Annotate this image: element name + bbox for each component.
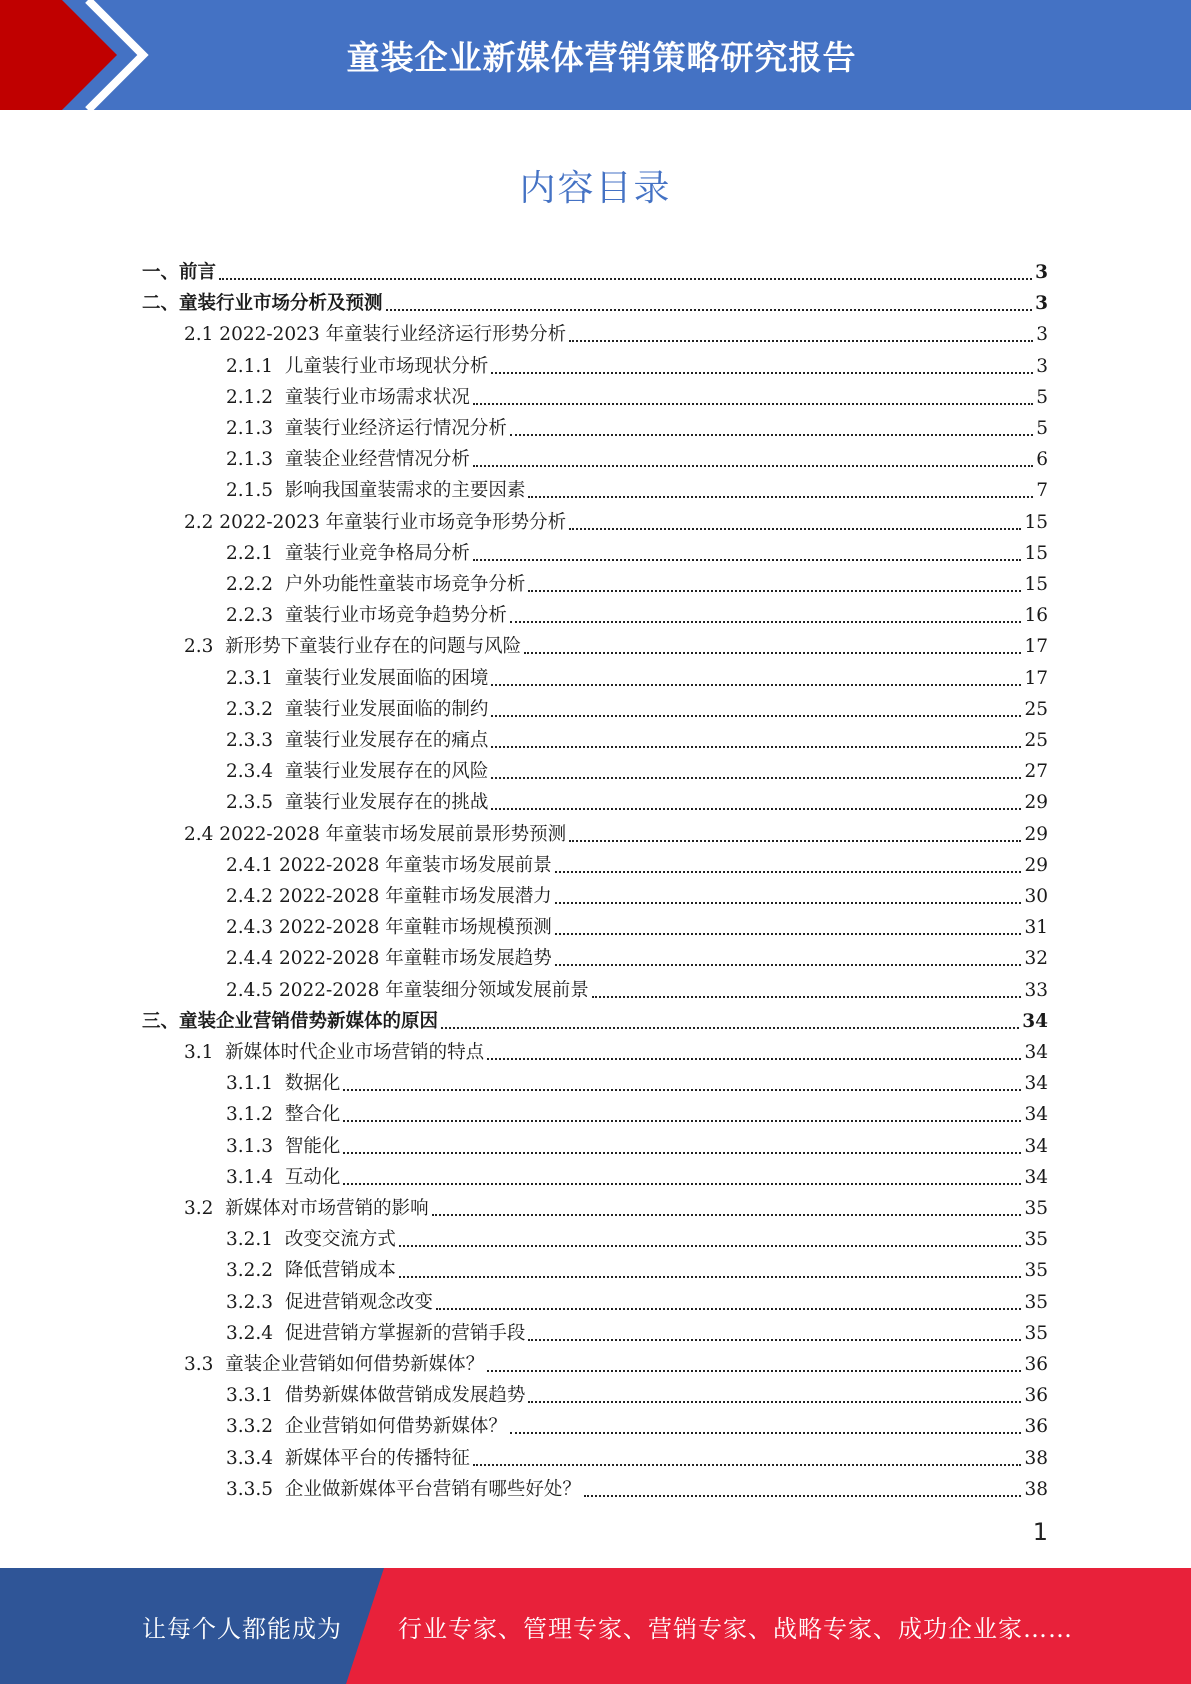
- toc-entry-level-3[interactable]: [226, 565, 1048, 596]
- toc-entry-page: 27: [1024, 761, 1048, 783]
- toc-leader-dots: [343, 1120, 1021, 1122]
- toc-leader-dots: [343, 1089, 1021, 1091]
- toc-entry-title: 2.1.2 童装行业市场需求状况: [226, 386, 470, 408]
- toc-entry-page: 5: [1036, 418, 1048, 439]
- toc-entry-title: 2.4.3 2022-2028 年童鞋市场规模预测: [226, 917, 552, 939]
- toc-leader-dots: [399, 1245, 1022, 1247]
- toc-entry-title: 2.3.5 童装行业发展存在的挑战: [226, 792, 489, 814]
- toc-leader-dots: [528, 1339, 1021, 1341]
- toc-leader-dots: [487, 1058, 1021, 1060]
- toc-leader-dots: [436, 1308, 1022, 1310]
- toc-entry-level-3[interactable]: [226, 409, 1048, 440]
- toc-entry-page: 36: [1024, 1354, 1048, 1375]
- toc-entry-level-3[interactable]: [226, 1314, 1048, 1345]
- toc-entry-page: 3: [1035, 293, 1048, 315]
- toc-entry-level-3[interactable]: [226, 347, 1048, 378]
- toc-entry-level-2[interactable]: [184, 1345, 1048, 1376]
- toc-entry-level-3[interactable]: [226, 939, 1048, 970]
- toc-entry-title: 3.2.2 降低营销成本: [226, 1260, 396, 1282]
- toc-leader-dots: [343, 1152, 1021, 1154]
- toc-leader-dots: [528, 1401, 1021, 1403]
- toc-entry-level-3[interactable]: [226, 971, 1048, 1002]
- toc-entry-page: 17: [1024, 667, 1048, 689]
- toc-entry-level-3[interactable]: [226, 1220, 1048, 1251]
- toc-entry-level-3[interactable]: [226, 534, 1048, 565]
- toc-leader-dots: [491, 777, 1021, 779]
- toc-entry-title: 3.2.3 促进营销观念改变: [226, 1291, 433, 1313]
- toc-leader-dots: [555, 902, 1022, 904]
- toc-entry-title: 3.2 新媒体对市场营销的影响: [184, 1198, 429, 1219]
- toc-entry-title: 2.3.4 童装行业发展存在的风险: [226, 761, 489, 783]
- toc-entry-page: 36: [1024, 1416, 1048, 1438]
- toc-leader-dots: [569, 528, 1021, 530]
- toc-leader-dots: [219, 278, 1032, 280]
- toc-entry-title: 2.3.2 童装行业发展面临的制约: [226, 698, 489, 720]
- toc-entry-page: 7: [1036, 480, 1048, 502]
- page-number: 1: [1032, 1518, 1048, 1546]
- toc-entry-level-3[interactable]: [226, 471, 1048, 502]
- toc-entry-title: 2.2.1 童装行业竞争格局分析: [226, 542, 470, 564]
- toc-entry-level-3[interactable]: [226, 659, 1048, 690]
- toc-entry-level-1[interactable]: [142, 253, 1048, 284]
- toc-entry-title: 2.3.1 童装行业发展面临的困境: [226, 667, 489, 689]
- toc-entry-title: 2.2.3 童装行业市场竞争趋势分析: [226, 605, 507, 627]
- toc-leader-dots: [491, 746, 1021, 748]
- toc-entry-page: 34: [1024, 1166, 1048, 1188]
- toc-leader-dots: [528, 590, 1021, 592]
- report-header-band: [0, 0, 1191, 110]
- toc-leader-dots: [528, 496, 1033, 498]
- toc-entry-level-3[interactable]: [226, 1283, 1048, 1314]
- toc-entry-title: 3.3.4 新媒体平台的传播特征: [226, 1447, 470, 1469]
- toc-entry-title: 3.3 童装企业营销如何借势新媒体？: [184, 1354, 485, 1375]
- toc-leader-dots: [491, 808, 1021, 810]
- toc-entry-title: 二、童装行业市场分析及预测: [142, 293, 383, 315]
- toc-leader-dots: [473, 465, 1033, 467]
- toc-entry-page: 35: [1024, 1322, 1048, 1344]
- toc-entry-title: 2.1 2022-2023 年童装行业经济运行形势分析: [184, 324, 567, 346]
- toc-leader-dots: [473, 559, 1022, 561]
- toc-entry-level-2[interactable]: [184, 1189, 1048, 1220]
- toc-leader-dots: [510, 434, 1033, 436]
- footer-slogan-right: 行业专家、管理专家、营销专家、战略专家、成功企业家……: [398, 1614, 1073, 1643]
- toc-entry-level-3[interactable]: [226, 752, 1048, 783]
- toc-entry-title: 2.4.1 2022-2028 年童装市场发展前景: [226, 854, 552, 876]
- toc-entry-page: 34: [1024, 1073, 1048, 1095]
- toc-entry-level-1[interactable]: [142, 1002, 1048, 1033]
- toc-entry-page: 15: [1024, 574, 1048, 595]
- toc-leader-dots: [473, 403, 1033, 405]
- toc-entry-title: 3.3.5 企业做新媒体平台营销有哪些好处？: [226, 1478, 581, 1500]
- toc-entry-page: 35: [1024, 1198, 1048, 1219]
- toc-entry-level-3[interactable]: [226, 1158, 1048, 1189]
- toc-entry-title: 一、前言: [142, 262, 217, 283]
- toc-entry-level-1[interactable]: [142, 284, 1048, 315]
- toc-entry-page: 6: [1036, 449, 1048, 471]
- report-title: 童装企业新媒体营销策略研究报告: [346, 37, 857, 77]
- toc-entry-level-3[interactable]: [226, 1064, 1048, 1095]
- toc-entry-page: 15: [1024, 542, 1048, 564]
- toc-entry-level-3[interactable]: [226, 1127, 1048, 1158]
- toc-entry-level-2[interactable]: [184, 1033, 1048, 1064]
- toc-leader-dots: [555, 871, 1022, 873]
- toc-entry-title: 2.4.4 2022-2028 年童鞋市场发展趋势: [226, 948, 552, 970]
- toc-entry-level-3[interactable]: [226, 1251, 1048, 1282]
- toc-entry-level-2[interactable]: [184, 503, 1048, 534]
- toc-entry-title: 3.2.1 改变交流方式: [226, 1229, 396, 1251]
- toc-entry-level-3[interactable]: [226, 1095, 1048, 1126]
- toc-leader-dots: [555, 933, 1022, 935]
- toc-leader-dots: [491, 684, 1021, 686]
- toc-entry-title: 3.3.2 企业营销如何借势新媒体？: [226, 1416, 507, 1438]
- toc-entry-page: 34: [1024, 1042, 1048, 1063]
- toc-entry-level-3[interactable]: [226, 846, 1048, 877]
- footer-band: [0, 1568, 1191, 1684]
- toc-leader-dots: [343, 1183, 1021, 1185]
- toc-entry-level-3[interactable]: [226, 596, 1048, 627]
- toc-entry-title: 3.1 新媒体时代企业市场营销的特点: [184, 1042, 485, 1063]
- toc-entry-title: 2.1.3 童装企业经营情况分析: [226, 449, 470, 471]
- toc-entry-title: 3.3.1 借势新媒体做营销成发展趋势: [226, 1385, 526, 1407]
- toc-entry-level-3[interactable]: [226, 1439, 1048, 1470]
- toc-leader-dots: [491, 715, 1021, 717]
- toc-entry-title: 2.1.5 影响我国童装需求的主要因素: [226, 480, 526, 502]
- toc-entry-level-3[interactable]: [226, 1376, 1048, 1407]
- toc-entry-level-3[interactable]: [226, 1407, 1048, 1438]
- toc-entry-page: 35: [1024, 1260, 1048, 1282]
- toc-leader-dots: [473, 1464, 1022, 1466]
- toc-entry-page: 29: [1024, 792, 1048, 814]
- toc-leader-dots: [584, 1495, 1022, 1497]
- toc-leader-dots: [555, 964, 1022, 966]
- toc-entry-level-3[interactable]: [226, 378, 1048, 409]
- toc-entry-page: 29: [1024, 854, 1048, 876]
- toc-entry-page: 3: [1035, 262, 1048, 283]
- toc-entry-page: 5: [1036, 386, 1048, 408]
- toc-entry-level-3[interactable]: [226, 721, 1048, 752]
- toc-entry-page: 35: [1024, 1291, 1048, 1313]
- toc-leader-dots: [432, 1214, 1022, 1216]
- toc-leader-dots: [510, 1432, 1022, 1434]
- toc-heading: 内容目录: [519, 168, 672, 209]
- toc-entry-page: 15: [1024, 511, 1048, 533]
- toc-entry-title: 2.4 2022-2028 年童装市场发展前景形势预测: [184, 823, 567, 845]
- toc-entry-page: 34: [1022, 1010, 1048, 1032]
- toc-entry-title: 2.2.2 户外功能性童装市场竞争分析: [226, 574, 526, 595]
- toc-entry-title: 2.3.3 童装行业发展存在的痛点: [226, 730, 489, 751]
- toc-entry-page: 29: [1024, 823, 1048, 845]
- toc-leader-dots: [569, 840, 1021, 842]
- toc-entry-title: 2.4.2 2022-2028 年童鞋市场发展潜力: [226, 886, 552, 907]
- toc-leader-dots: [386, 309, 1033, 311]
- toc-entry-page: 34: [1024, 1135, 1048, 1157]
- toc-entry-level-3[interactable]: [226, 1470, 1048, 1501]
- toc-entry-level-3[interactable]: [226, 783, 1048, 814]
- toc-entry-page: 30: [1024, 886, 1048, 907]
- toc-entry-page: 33: [1024, 979, 1048, 1001]
- toc-leader-dots: [569, 340, 1033, 342]
- toc-entry-level-2[interactable]: [184, 315, 1048, 346]
- toc-entry-page: 16: [1024, 605, 1048, 627]
- toc-leader-dots: [441, 1027, 1019, 1029]
- toc-entry-page: 32: [1024, 948, 1048, 970]
- toc-entry-page: 35: [1024, 1229, 1048, 1251]
- toc-entry-title: 3.1.3 智能化: [226, 1135, 341, 1157]
- toc-entry-page: 38: [1024, 1447, 1048, 1469]
- toc-entry-page: 3: [1036, 324, 1048, 346]
- toc-leader-dots: [510, 621, 1022, 623]
- toc-entry-page: 25: [1024, 730, 1048, 751]
- toc-entry-level-2[interactable]: [184, 815, 1048, 846]
- toc-entry-level-3[interactable]: [226, 877, 1048, 908]
- toc-leader-dots: [524, 652, 1021, 654]
- toc-entry-level-3[interactable]: [226, 690, 1048, 721]
- toc-entry-level-3[interactable]: [226, 908, 1048, 939]
- toc-entry-page: 34: [1024, 1104, 1048, 1126]
- toc-entry-page: 38: [1024, 1478, 1048, 1500]
- toc-leader-dots: [399, 1276, 1022, 1278]
- toc-entry-title: 3.1.2 整合化: [226, 1104, 341, 1126]
- toc-entry-page: 3: [1036, 355, 1048, 377]
- toc-entry-title: 2.1.1 儿童装行业市场现状分析: [226, 355, 489, 377]
- footer-slogan-left: 让每个人都能成为: [142, 1614, 342, 1643]
- toc-entry-page: 36: [1024, 1385, 1048, 1407]
- toc-entry-title: 2.4.5 2022-2028 年童装细分领域发展前景: [226, 979, 589, 1001]
- toc-entry-title: 2.3 新形势下童装行业存在的问题与风险: [184, 636, 522, 658]
- toc-entry-page: 25: [1024, 698, 1048, 720]
- toc-entry-title: 2.1.3 童装行业经济运行情况分析: [226, 418, 507, 439]
- toc-leader-dots: [592, 996, 1022, 998]
- toc-entry-title: 3.1.1 数据化: [226, 1073, 341, 1095]
- toc-entry-title: 3.1.4 互动化: [226, 1166, 341, 1188]
- toc-entry-level-2[interactable]: [184, 627, 1048, 658]
- toc-leader-dots: [491, 372, 1033, 374]
- toc-entry-title: 三、童装企业营销借势新媒体的原因: [142, 1010, 439, 1032]
- toc-entry-page: 17: [1024, 636, 1048, 658]
- toc-entry-level-3[interactable]: [226, 440, 1048, 471]
- toc-leader-dots: [487, 1370, 1021, 1372]
- toc-entry-title: 3.2.4 促进营销方掌握新的营销手段: [226, 1322, 526, 1344]
- toc-entry-page: 31: [1024, 917, 1048, 939]
- toc-entry-title: 2.2 2022-2023 年童装行业市场竞争形势分析: [184, 511, 567, 533]
